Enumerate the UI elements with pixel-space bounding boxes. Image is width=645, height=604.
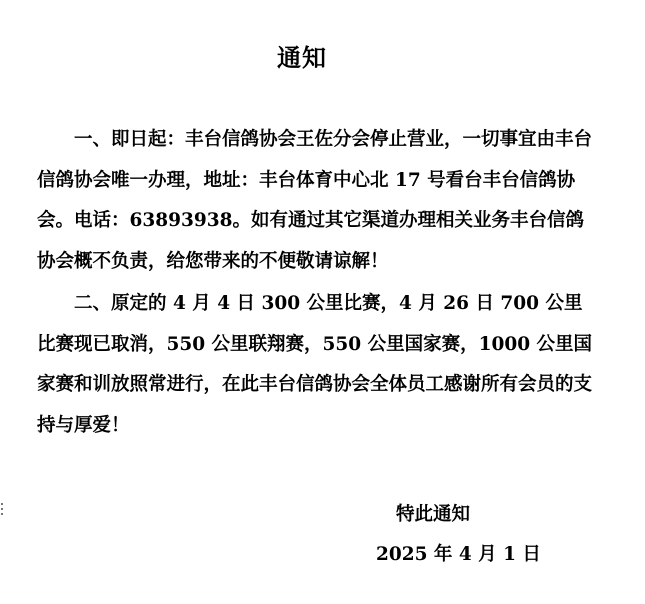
- notice-paragraph-2: 二、原定的 4 月 4 日 300 公里比赛，4 月 26 日 700 公里比赛现已取消，550 公里联翔赛，550 公里国家赛，1000 公里国家赛和训放照常进行，在此丰台信鸽协会全体员工感谢所有会员的支持与厚爱！: [37, 293, 593, 436]
- notice-paragraph-1: 一、即日起：丰台信鸽协会王佐分会停止营业，一切事宜由丰台信鸽协会唯一办理，地址：丰台体育中心北 17 号看台丰台信鸽协会。电话：63893938。如有通过其它渠道办理相关业务丰台信鸽协会概不负责，给您带来的不便敬请谅解！: [37, 129, 593, 272]
- notice-date: 2025 年 4 月 1 日: [376, 544, 541, 565]
- signature-line: 特此通知: [396, 504, 471, 525]
- margin-drag-handle-icon[interactable]: [1, 503, 5, 519]
- notice-title: 通知: [277, 43, 327, 72]
